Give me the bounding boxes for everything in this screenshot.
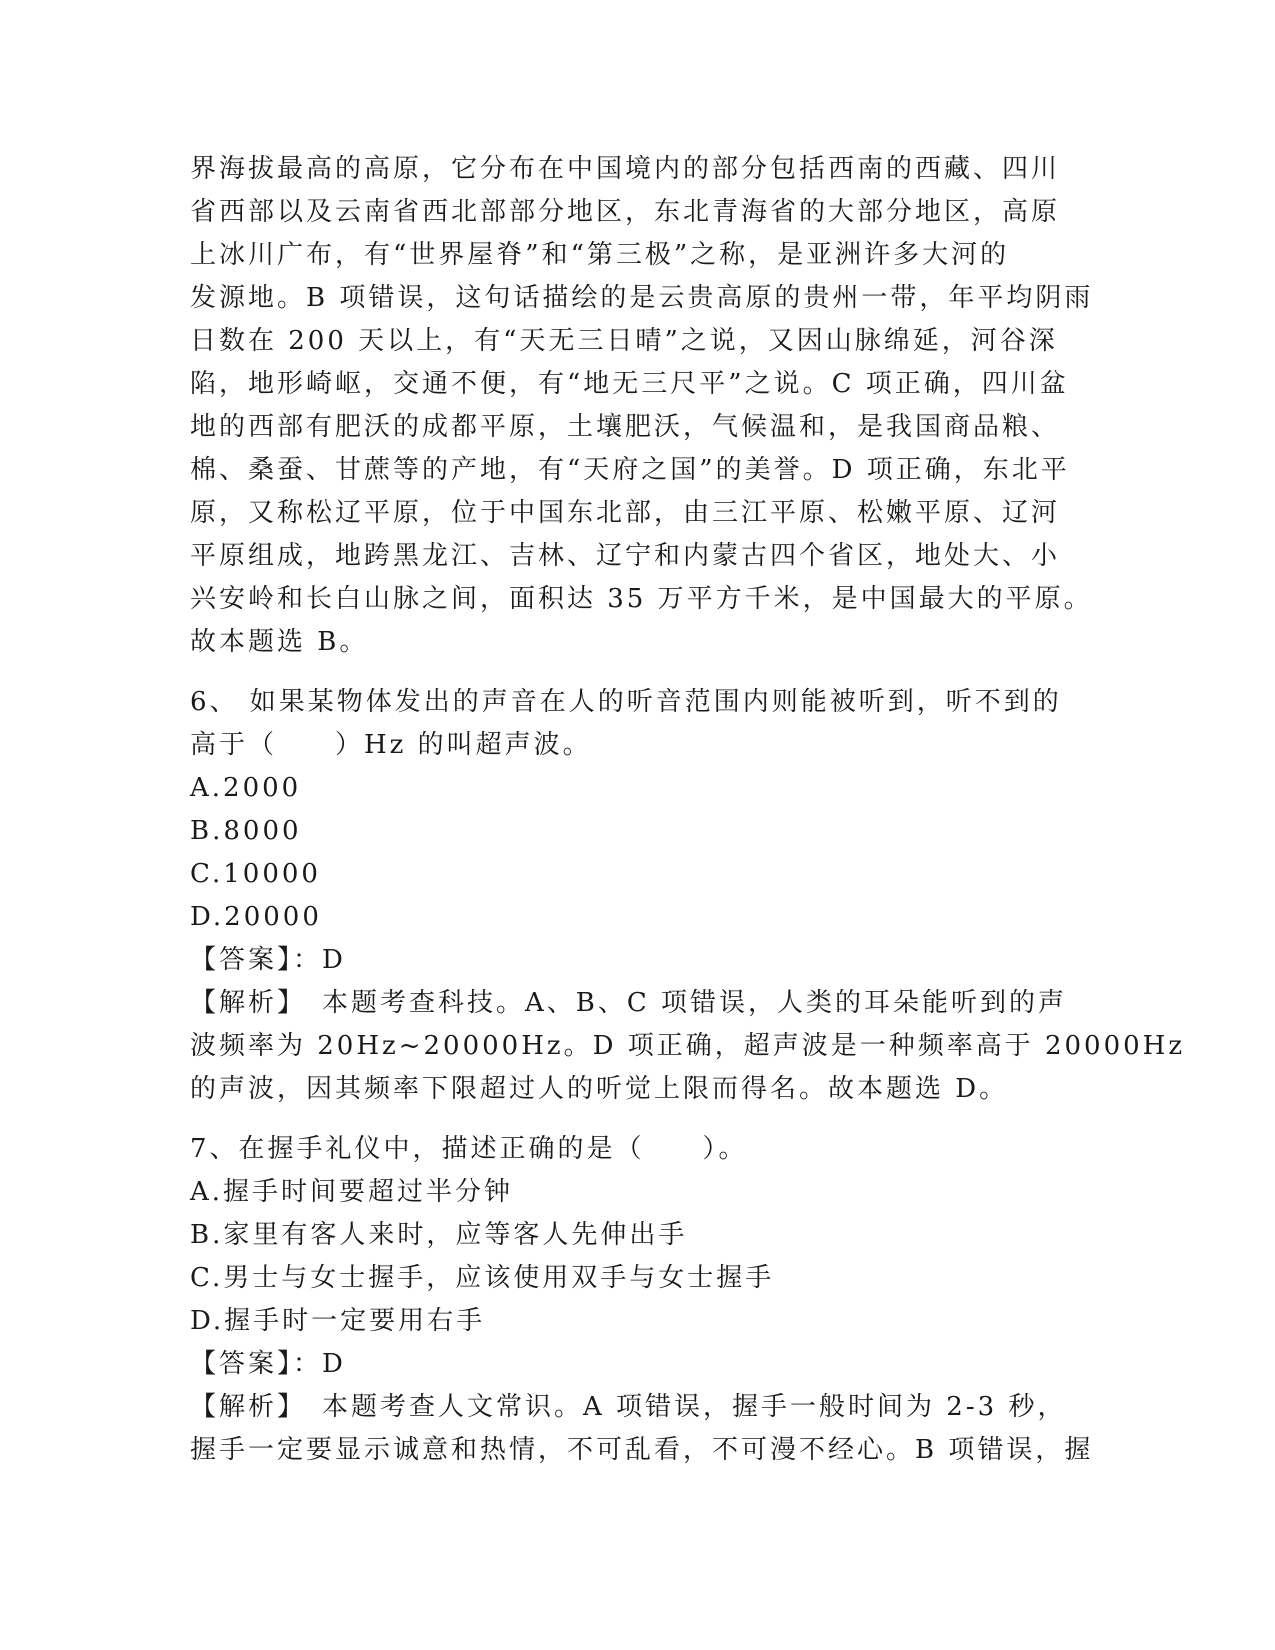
answer-line: 【答案】：D — [190, 1349, 346, 1379]
spacer — [190, 1111, 1090, 1128]
option-d: D.握手时一定要用右手 — [190, 1306, 486, 1336]
analysis-line: 波频率为 20Hz~20000Hz。D 项正确，超声波是一种频率高于 20000Hz — [190, 1031, 1186, 1061]
text-line: 兴安岭和长白山脉之间，面积达 35 万平方千米，是中国最大的平原。 — [190, 584, 1093, 614]
text-line: 上冰川广布，有“世界屋脊”和“第三极”之称，是亚洲许多大河的 — [190, 240, 1010, 270]
spacer — [190, 664, 1090, 681]
text-line: 原，又称松辽平原，位于中国东北部，由三江平原、松嫩平原、辽河 — [190, 498, 1061, 528]
option-b: B.8000 — [190, 816, 302, 846]
text-line: 省西部以及云南省西北部部分地区，东北青海省的大部分地区，高原 — [190, 197, 1061, 227]
option-d: D.20000 — [190, 902, 322, 932]
analysis-line: 的声波，因其频率下限超过人的听觉上限而得名。故本题选 D。 — [190, 1074, 1009, 1104]
document-page — [190, 148, 1186, 1472]
analysis-line: 【解析】 本题考查科技。A、B、C 项错误，人类的耳朵能听到的声 — [190, 988, 1068, 1018]
text-line: 平原组成，地跨黑龙江、吉林、辽宁和内蒙古四个省区，地处大、小 — [190, 541, 1061, 571]
text-line: 日数在 200 天以上，有“天无三日晴”之说，又因山脉绵延，河谷深 — [190, 326, 1058, 356]
option-a: A.握手时间要超过半分钟 — [190, 1177, 514, 1207]
option-b: B.家里有客人来时，应等客人先伸出手 — [190, 1220, 688, 1250]
text-line: 界海拔最高的高原，它分布在中国境内的部分包括西南的西藏、四川 — [190, 154, 1061, 184]
question-7 — [190, 1128, 1094, 1472]
question-stem: 6、 如果某物体发出的声音在人的听音范围内则能被听到，听不到的 — [190, 687, 1062, 717]
text-line: 发源地。B 项错误，这句话描绘的是云贵高原的贵州一带，年平均阴雨 — [190, 283, 1094, 313]
option-a: A.2000 — [190, 773, 302, 803]
text-line: 地的西部有肥沃的成都平原，土壤肥沃，气候温和，是我国商品粮、 — [190, 412, 1061, 442]
text-line: 故本题选 B。 — [190, 627, 369, 657]
analysis-line: 握手一定要显示诚意和热情，不可乱看，不可漫不经心。B 项错误，握 — [190, 1435, 1094, 1465]
question-6 — [190, 681, 1186, 1111]
q5-analysis-continued — [190, 148, 1094, 664]
answer-line: 【答案】：D — [190, 945, 346, 975]
analysis-line: 【解析】 本题考查人文常识。A 项错误，握手一般时间为 2-3 秒， — [190, 1392, 1067, 1422]
question-stem: 7、在握手礼仪中，描述正确的是（ ）。 — [190, 1134, 748, 1164]
option-c: C.男士与女士握手，应该使用双手与女士握手 — [190, 1263, 775, 1293]
option-c: C.10000 — [190, 859, 321, 889]
text-line: 棉、桑蚕、甘蔗等的产地，有“天府之国”的美誉。D 项正确，东北平 — [190, 455, 1070, 485]
text-line: 陷，地形崎岖，交通不便，有“地无三尺平”之说。C 项正确，四川盆 — [190, 369, 1069, 399]
question-stem: 高于（ ）Hz 的叫超声波。 — [190, 730, 592, 760]
